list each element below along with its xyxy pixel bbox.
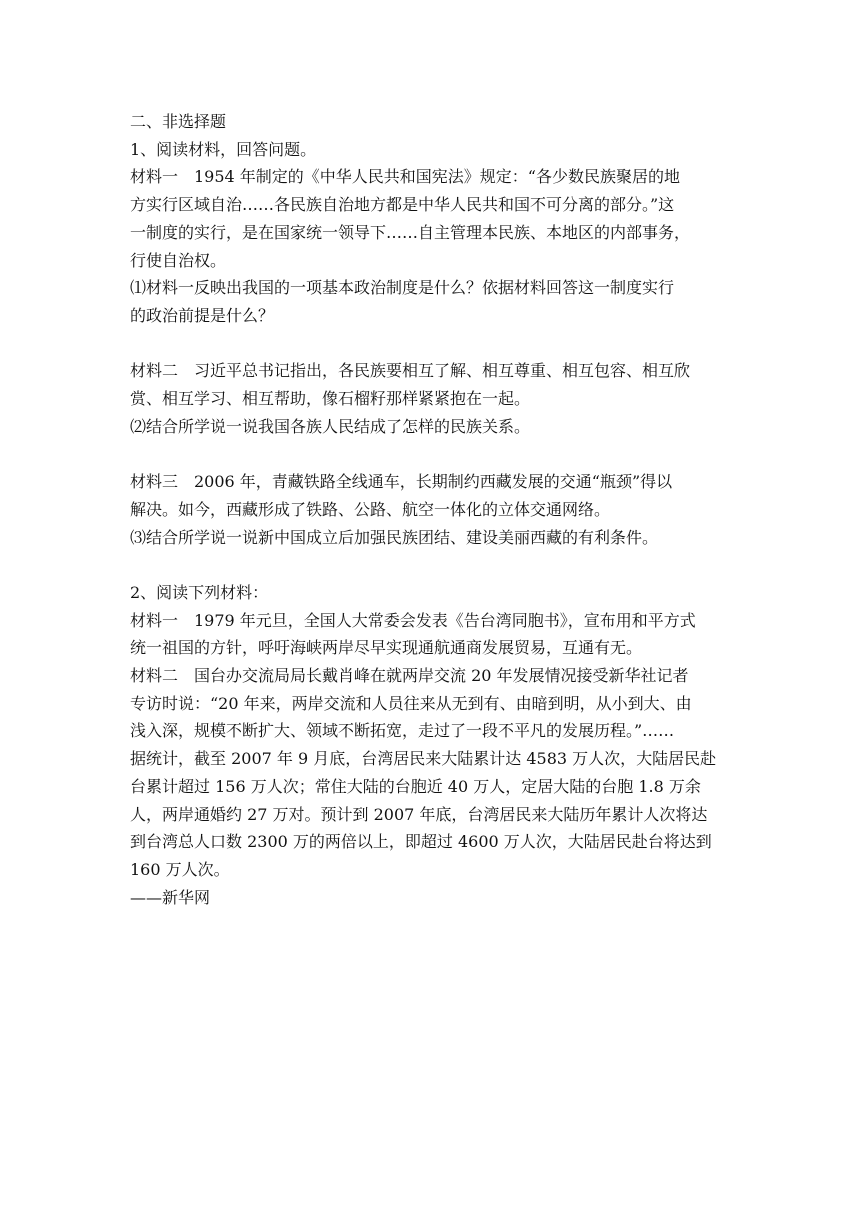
q1-material-3-line: 解决。如今，西藏形成了铁路、公路、航空一体化的立体交通网络。 xyxy=(130,499,611,519)
q2-material-2-line: 到台湾总人口数 2300 万的两倍以上，即超过 4600 万人次，大陆居民赴台将达到 xyxy=(130,832,712,852)
q2-material-1-line: 材料一 1979 年元旦，全国人大常委会发表《告台湾同胞书》，宣布用和平方式 xyxy=(130,610,696,630)
q2-material-1-line: 统一祖国的方针，呼吁海峡两岸尽早实现通航通商发展贸易，互通有无。 xyxy=(130,638,643,658)
section-title: 二、非选择题 xyxy=(130,112,227,131)
blank-line xyxy=(130,330,730,358)
q1-subquestion-3: ⑶结合所学说一说新中国成立后加强民族团结、建设美丽西藏的有利条件。 xyxy=(130,527,659,547)
q2-material-2-line: 专访时说：“20 年来，两岸交流和人员往来从无到有、由暗到明，从小到大、由 xyxy=(130,693,692,713)
question-2-title: 2、阅读下列材料： xyxy=(130,582,269,602)
q2-source: ——新华网 xyxy=(130,887,211,907)
q1-material-1-line: 一制度的实行，是在国家统一领导下……自主管理本民族、本地区的内部事务， xyxy=(130,222,691,242)
q2-material-2-line: 人，两岸通婚约 27 万对。预计到 2007 年底，台湾居民来大陆历年累计人次将达 xyxy=(130,804,708,824)
q1-subquestion-1-line: 的政治前提是什么？ xyxy=(130,305,275,325)
q1-material-1-line: 方实行区域自治……各民族自治地方都是中华人民共和国不可分离的部分。”这 xyxy=(130,195,675,215)
q2-material-2-line: 浅入深，规模不断扩大、领域不断拓宽，走过了一段不平凡的发展历程。”…… xyxy=(130,721,675,741)
document-page xyxy=(130,108,730,911)
q2-material-2-line: 台累计超过 156 万人次；常住大陆的台胞近 40 万人，定居大陆的台胞 1.8 万余 xyxy=(130,776,701,796)
q1-material-2-line: 赏、相互学习、相互帮助，像石榴籽那样紧紧抱在一起。 xyxy=(130,389,531,409)
blank-line xyxy=(130,440,730,468)
q1-subquestion-1-line: ⑴材料一反映出我国的一项基本政治制度是什么？依据材料回答这一制度实行 xyxy=(130,278,675,298)
q1-subquestion-2: ⑵结合所学说一说我国各族人民结成了怎样的民族关系。 xyxy=(130,416,531,436)
q1-material-1-line: 行使自治权。 xyxy=(130,250,227,270)
q1-material-3-line: 材料三 2006 年，青藏铁路全线通车，长期制约西藏发展的交通“瓶颈”得以 xyxy=(130,472,673,492)
question-1-title: 1、阅读材料，回答问题。 xyxy=(130,139,317,159)
q2-material-2-line: 据统计，截至 2007 年 9 月底，台湾居民来大陆累计达 4583 万人次，大陆居民赴 xyxy=(130,749,717,769)
q2-material-2-line: 材料二 国台办交流局局长戴肖峰在就两岸交流 20 年发展情况接受新华社记者 xyxy=(130,666,689,686)
q1-material-1-line: 材料一 1954 年制定的《中华人民共和国宪法》规定：“各少数民族聚居的地 xyxy=(130,167,680,187)
q1-material-2-line: 材料二 习近平总书记指出，各民族要相互了解、相互尊重、相互包容、相互欣 xyxy=(130,361,691,381)
q2-material-2-line: 160 万人次。 xyxy=(130,859,230,879)
blank-line xyxy=(130,551,730,579)
